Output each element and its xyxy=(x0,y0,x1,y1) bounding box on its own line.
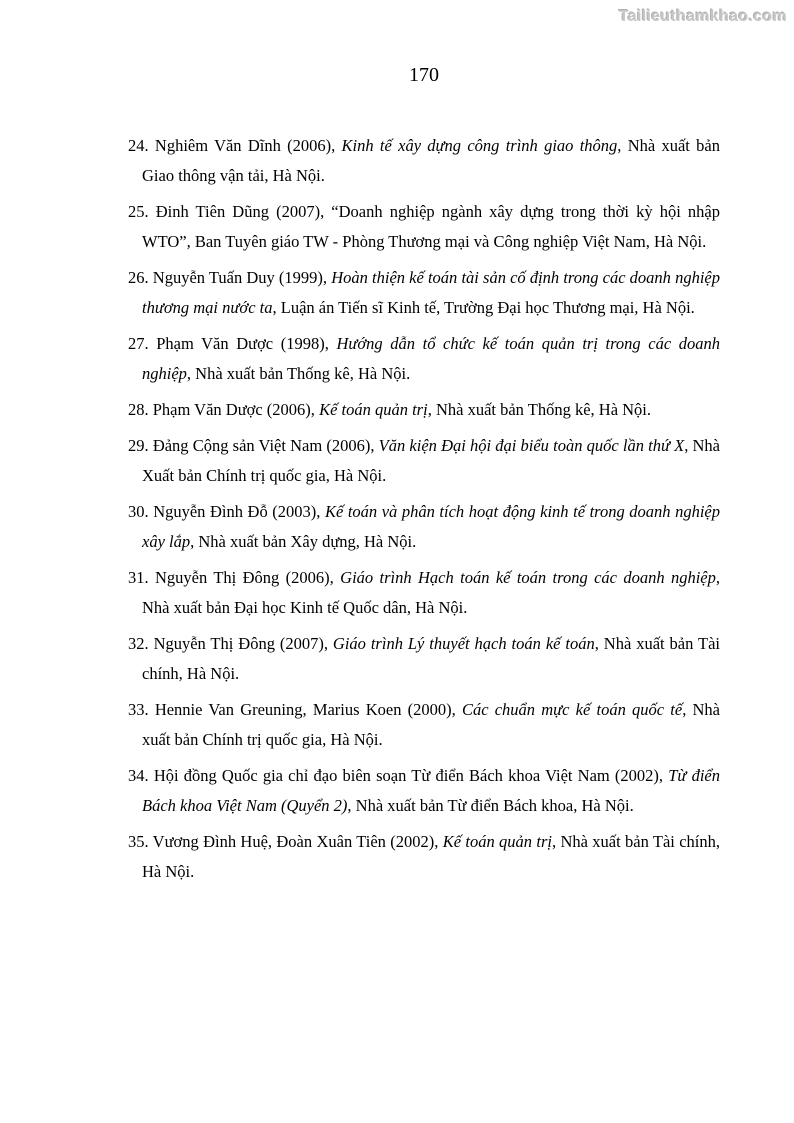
reference-text: , Nhà xuất bản Giao thông vận tải, Hà Nội. xyxy=(142,136,721,185)
reference-title: Hướng dẫn tổ chức kế toán quản trị trong các doanh nghiệp xyxy=(142,334,720,383)
reference-title: Kế toán và phân tích hoạt động kinh tế trong doanh nghiệp xây lắp xyxy=(142,502,720,551)
reference-title: Giáo trình Lý thuyết hạch toán kế toán xyxy=(332,634,595,653)
reference-number: 26. xyxy=(128,268,153,287)
reference-text: , Luận án Tiến sĩ Kinh tế, Trường Đại học Thương mại, Hà Nội. xyxy=(272,298,695,317)
reference-item xyxy=(128,329,720,389)
reference-number: 34. xyxy=(128,766,154,785)
reference-number: 28. xyxy=(128,400,153,419)
reference-text: , Nhà xuất bản Tài chính, Hà Nội. xyxy=(142,832,720,881)
reference-number: 25. xyxy=(128,202,156,221)
reference-title: Văn kiện Đại hội đại biểu toàn quốc lần thứ X xyxy=(378,436,685,455)
reference-text: Nghiêm Văn Dĩnh (2006), xyxy=(154,136,342,155)
reference-text: Nguyễn Thị Đông (2006), xyxy=(155,568,341,587)
reference-item xyxy=(128,263,720,323)
reference-text: Phạm Văn Dược (1998), xyxy=(156,334,337,353)
reference-text: Nguyễn Tuấn Duy (1999), xyxy=(152,268,332,287)
reference-text: Hội đồng Quốc gia chỉ đạo biên soạn Từ điển Bách khoa Việt Nam (2002), xyxy=(153,766,669,785)
reference-text: Nguyễn Đình Đỗ (2003), xyxy=(153,502,325,521)
reference-title: Các chuẩn mực kế toán quốc tế xyxy=(461,700,683,719)
reference-item xyxy=(128,563,720,623)
reference-title: Kế toán quản trị xyxy=(442,832,552,851)
reference-number: 32. xyxy=(128,634,154,653)
reference-title: Kinh tế xây dựng công trình giao thông xyxy=(341,136,618,155)
reference-title: Kế toán quản trị xyxy=(319,400,428,419)
reference-item xyxy=(128,629,720,689)
reference-text: , Nhà xuất bản Tài chính, Hà Nội. xyxy=(142,634,720,683)
page-number: 170 xyxy=(409,64,439,86)
reference-text: Nguyễn Thị Đông (2007), xyxy=(153,634,333,653)
references-list xyxy=(128,131,720,887)
reference-number: 24. xyxy=(128,136,155,155)
reference-text: , Nhà xuất bản Thống kê, Hà Nội. xyxy=(427,400,652,419)
reference-text: Hennie Van Greuning, Marius Koen (2000), xyxy=(154,700,462,719)
reference-item xyxy=(128,431,720,491)
reference-item xyxy=(128,197,720,257)
reference-item xyxy=(128,131,720,191)
reference-text: , Nhà Xuất bản Chính trị quốc gia, Hà Nội. xyxy=(142,436,721,485)
reference-title: Từ điển Bách khoa Việt Nam (Quyển 2) xyxy=(142,766,720,815)
reference-text: , Nhà xuất bản Đại học Kinh tế Quốc dân, Hà Nội. xyxy=(142,568,721,617)
reference-text: Đinh Tiên Dũng (2007), “Doanh nghiệp ngành xây dựng trong thời kỳ hội nhập WTO”, Ban Tuyên giáo TW - Phòng Thương mại và Công nghiệp Việt Nam, Hà Nội. xyxy=(142,202,720,251)
reference-item xyxy=(128,695,720,755)
reference-item xyxy=(128,761,720,821)
reference-title: Giáo trình Hạch toán kế toán trong các doanh nghiệp xyxy=(340,568,716,587)
reference-number: 29. xyxy=(128,436,153,455)
reference-number: 31. xyxy=(128,568,156,587)
reference-number: 35. xyxy=(128,832,153,851)
reference-number: 30. xyxy=(128,502,154,521)
reference-item xyxy=(128,395,720,425)
reference-text: , Nhà xuất bản Chính trị quốc gia, Hà Nội. xyxy=(142,700,720,749)
reference-text: Đảng Cộng sản Việt Nam (2006), xyxy=(152,436,379,455)
watermark: Tailieuthamkhao.com xyxy=(618,8,787,25)
reference-text: , Nhà xuất bản Thống kê, Hà Nội. xyxy=(186,364,411,383)
reference-text: , Nhà xuất bản Từ điển Bách khoa, Hà Nội. xyxy=(347,796,634,815)
reference-text: Vương Đình Huệ, Đoàn Xuân Tiên (2002), xyxy=(152,832,443,851)
reference-item xyxy=(128,827,720,887)
reference-text: Phạm Văn Dược (2006), xyxy=(152,400,320,419)
reference-title: Hoàn thiện kế toán tài sản cố định trong các doanh nghiệp thương mại nước ta xyxy=(142,268,720,317)
reference-number: 33. xyxy=(128,700,155,719)
reference-number: 27. xyxy=(128,334,157,353)
reference-item xyxy=(128,497,720,557)
reference-text: , Nhà xuất bản Xây dựng, Hà Nội. xyxy=(190,532,417,551)
